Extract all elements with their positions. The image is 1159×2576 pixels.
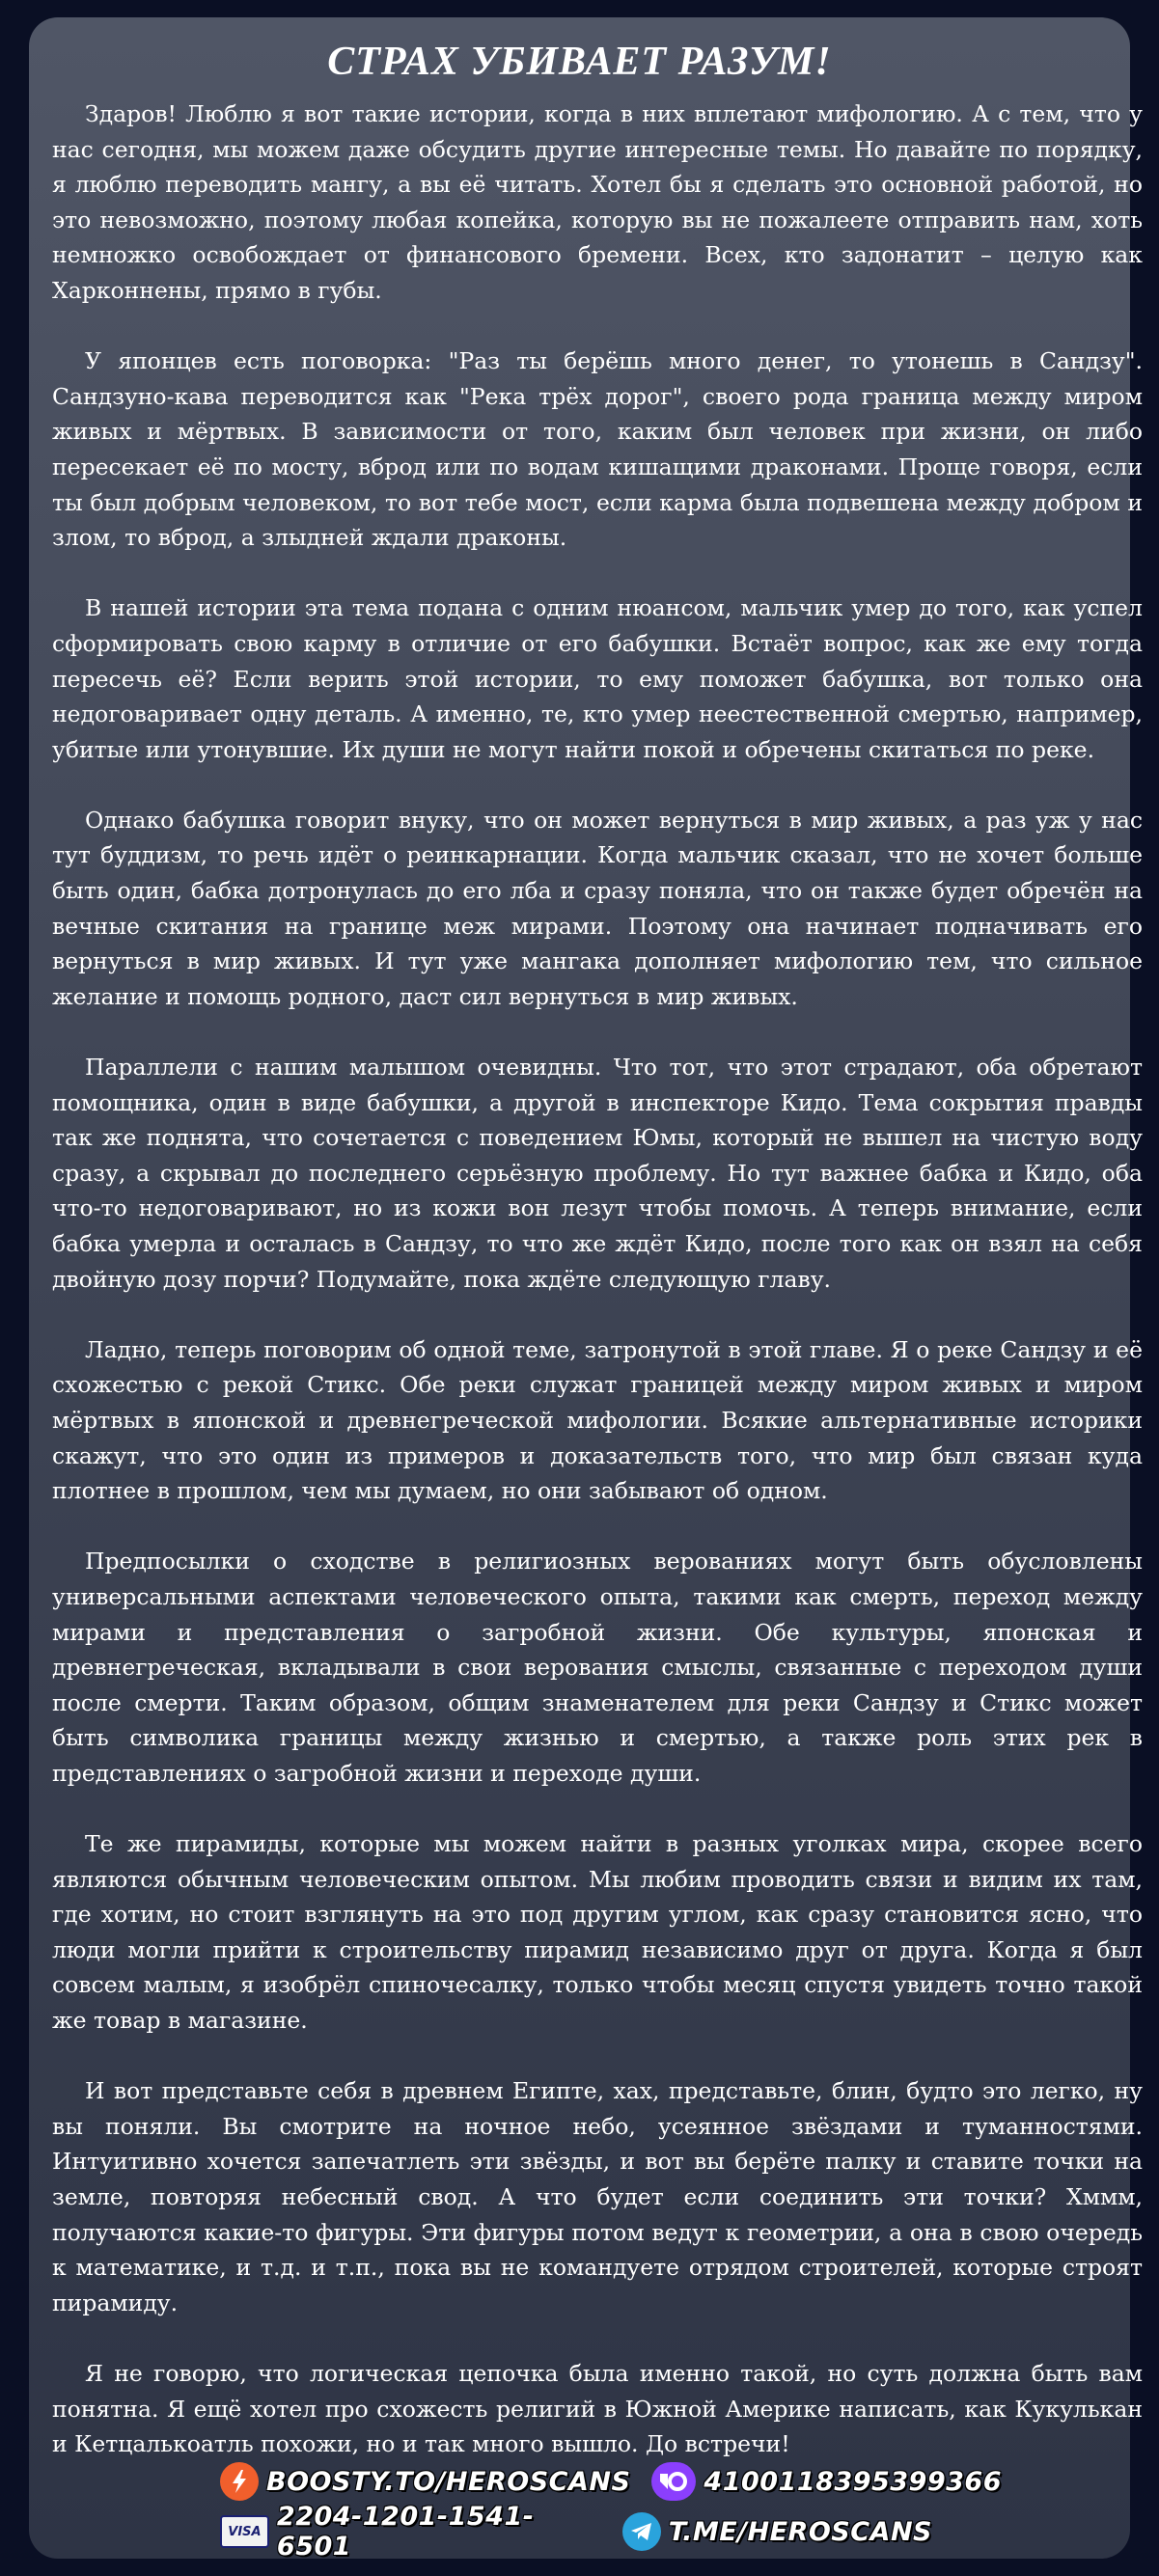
paragraph-3: В нашей истории эта тема подана с одним нюансом, мальчик умер до того, как успел сформировать свою карму в отличие от его бабушки. Встаёт вопрос, как же ему тогда пересечь её? Если верить этой истории, то ему поможет бабушка, вот только она недоговаривает одну деталь. А именно, те, кто умер неестественной смертью, например, убитые или утонувшие. Их души не могут найти покой и обречены скитаться по реке.: [52, 594, 1143, 763]
page-title: СТРАХ УБИВАЕТ РАЗУМ!: [327, 40, 832, 84]
telegram-link[interactable]: [622, 2512, 932, 2551]
paragraph-6: Ладно, теперь поговорим об одной теме, затронутой в этой главе. Я о реке Сандзу и её схожестью с рекой Стикс. Обе реки служат границей между миром живых и миром мёртвых в японской и древнегреческой мифологии. Всякие альтернативные историки скажут, что это один из примеров и доказательств того, что мир был связан куда плотнее в прошлом, чем мы думаем, но они забывают об одном.: [52, 1335, 1143, 1505]
paragraph-9: И вот представьте себя в древнем Египте, хах, представьте, блин, будто это легко, ну вы поняли. Вы смотрите на ночное небо, усеянное звёздами и туманностями. Интуитивно хочется запечатлеть эти звёзды, и вот вы берёте палку и ставите точки на земле, повторяя небесный свод. А что будет если соединить эти точки? Хммм, получаются какие-то фигуры. Эти фигуры потом ведут к геометрии, а она в свою очередь к математике, и т.д. и т.п., пока вы не командуете отрядом строителей, которые строят пирамиду.: [52, 2077, 1143, 2316]
paragraph-10: Я не говорю, что логическая цепочка была именно такой, но суть должна быть вам понятна. Я ещё хотел про схожесть религий в Южной Америке написать, как Кукулькан и Кетцалькоатль похожи, но и так много вышло. До встречи!: [52, 2360, 1143, 2458]
boosty-link[interactable]: [220, 2462, 630, 2501]
card-number[interactable]: [220, 2502, 601, 2562]
footer-row-2: [220, 2502, 953, 2562]
paragraph-8: Те же пирамиды, которые мы можем найти в разных уголках мира, скорее всего являются обычным человеческим опытом. Мы любим проводить связи и видим их там, где хотим, но стоит взглянуть на это под другим углом, как сразу становится ясно, что люди могли прийти к строительству пирамид независимо друг от друга. Когда я был совсем малым, я изобрёл спиночесалку, только чтобы месяц спустя увидеть точно такой же товар в магазине.: [52, 1830, 1143, 2035]
paragraph-7: Предпосылки о сходстве в религиозных верованиях могут быть обусловлены универсальными аспектами человеческого опыта, такими как смерть, переход между мирами и представления о загробной жизни. Обе культуры, японская и древнегреческая, вкладывали в свои верования смыслы, связанные с переходом души после смерти. Таким образом, общим знаменателем для реки Сандзу и Стикс может быть символика границы между жизнью и смертью, а также роль этих рек в представлениях о загробной жизни и переходе души.: [52, 1548, 1143, 1787]
footer-row-1: [220, 2456, 1002, 2507]
boosty-icon: [220, 2462, 259, 2501]
paragraph-5: Параллели с нашим малышом очевидны. Что тот, что этот страдают, оба обретают помощника, один в виде бабушки, а другой в инспекторе Кидо. Тема сокрытия правды так же поднята, что сочетается с поведением Юмы, который не вышел на чистую воду сразу, а скрывал до последнего серьёзную проблему. Но тут важнее бабка и Кидо, оба что-то недоговаривают, но из кожи вон лезут чтобы помочь. А теперь внимание, если бабка умерла и осталась в Сандзу, то что же ждёт Кидо, после того как он взял на себя двойную дозу порчи? Подумайте, пока ждёте следующую главу.: [52, 1054, 1143, 1293]
paragraph-1: Здаров! Люблю я вот такие истории, когда в них вплетают мифологию. А с тем, что у нас сегодня, мы можем даже обсудить другие интересные темы. Но давайте по порядку, я люблю переводить мангу, а вы её читать. Хотел бы я сделать это основной работой, но это невозможно, поэтому любая копейка, которую вы не пожалеете отправить нам, хоть немножко освобождает от финансового бремени. Всех, кто задонатит – целую как Харконнены, прямо в губы.: [52, 100, 1143, 304]
donation-card: [29, 17, 1143, 2562]
telegram-icon: [622, 2512, 661, 2551]
boosty-text: BOOSTY.TO/HEROSCANS: [266, 2466, 631, 2497]
paragraph-4: Однако бабушка говорит внуку, что он может вернуться в мир живых, а раз уж у нас тут буддизм, то речь идёт о реинкарнации. Когда мальчик сказал, что не хочет больше быть один, бабка дотронулась до его лба и сразу поняла, что он также будет обречён на вечные скитания на границе меж мирами. Поэтому она начинает подначивать его вернуться в мир живых. И тут уже мангака дополняет мифологию тем, что сильное желание и помощь родного, даст сил вернуться в мир живых.: [52, 806, 1143, 1010]
card-number-text: 2204-1201-1541-6501: [276, 2502, 535, 2562]
article-body: [52, 96, 1143, 2497]
donation-footer: [220, 2456, 1002, 2562]
yoomoney-wallet[interactable]: [651, 2462, 1002, 2501]
telegram-text: T.ME/HEROSCANS: [668, 2516, 932, 2547]
yoomoney-number: 4100118395399366: [704, 2466, 1002, 2497]
visa-card-icon: VISA: [220, 2515, 269, 2548]
paragraph-2: У японцев есть поговорка: "Раз ты берёшь много денег, то утонешь в Сандзу". Сандзуно-кава переводится как "Река трёх дорог", своего рода граница между миром живых и мёртвых. В зависимости от того, каким был человек при жизни, он либо пересекает её по мосту, вброд или по водам кишащими драконами. Проще говоря, если ты был добрым человеком, то вот тебе мост, если карма была подвешена между добром и злом, то вброд, а злыдней ждали драконы.: [52, 347, 1143, 552]
yoomoney-icon: [651, 2462, 696, 2501]
